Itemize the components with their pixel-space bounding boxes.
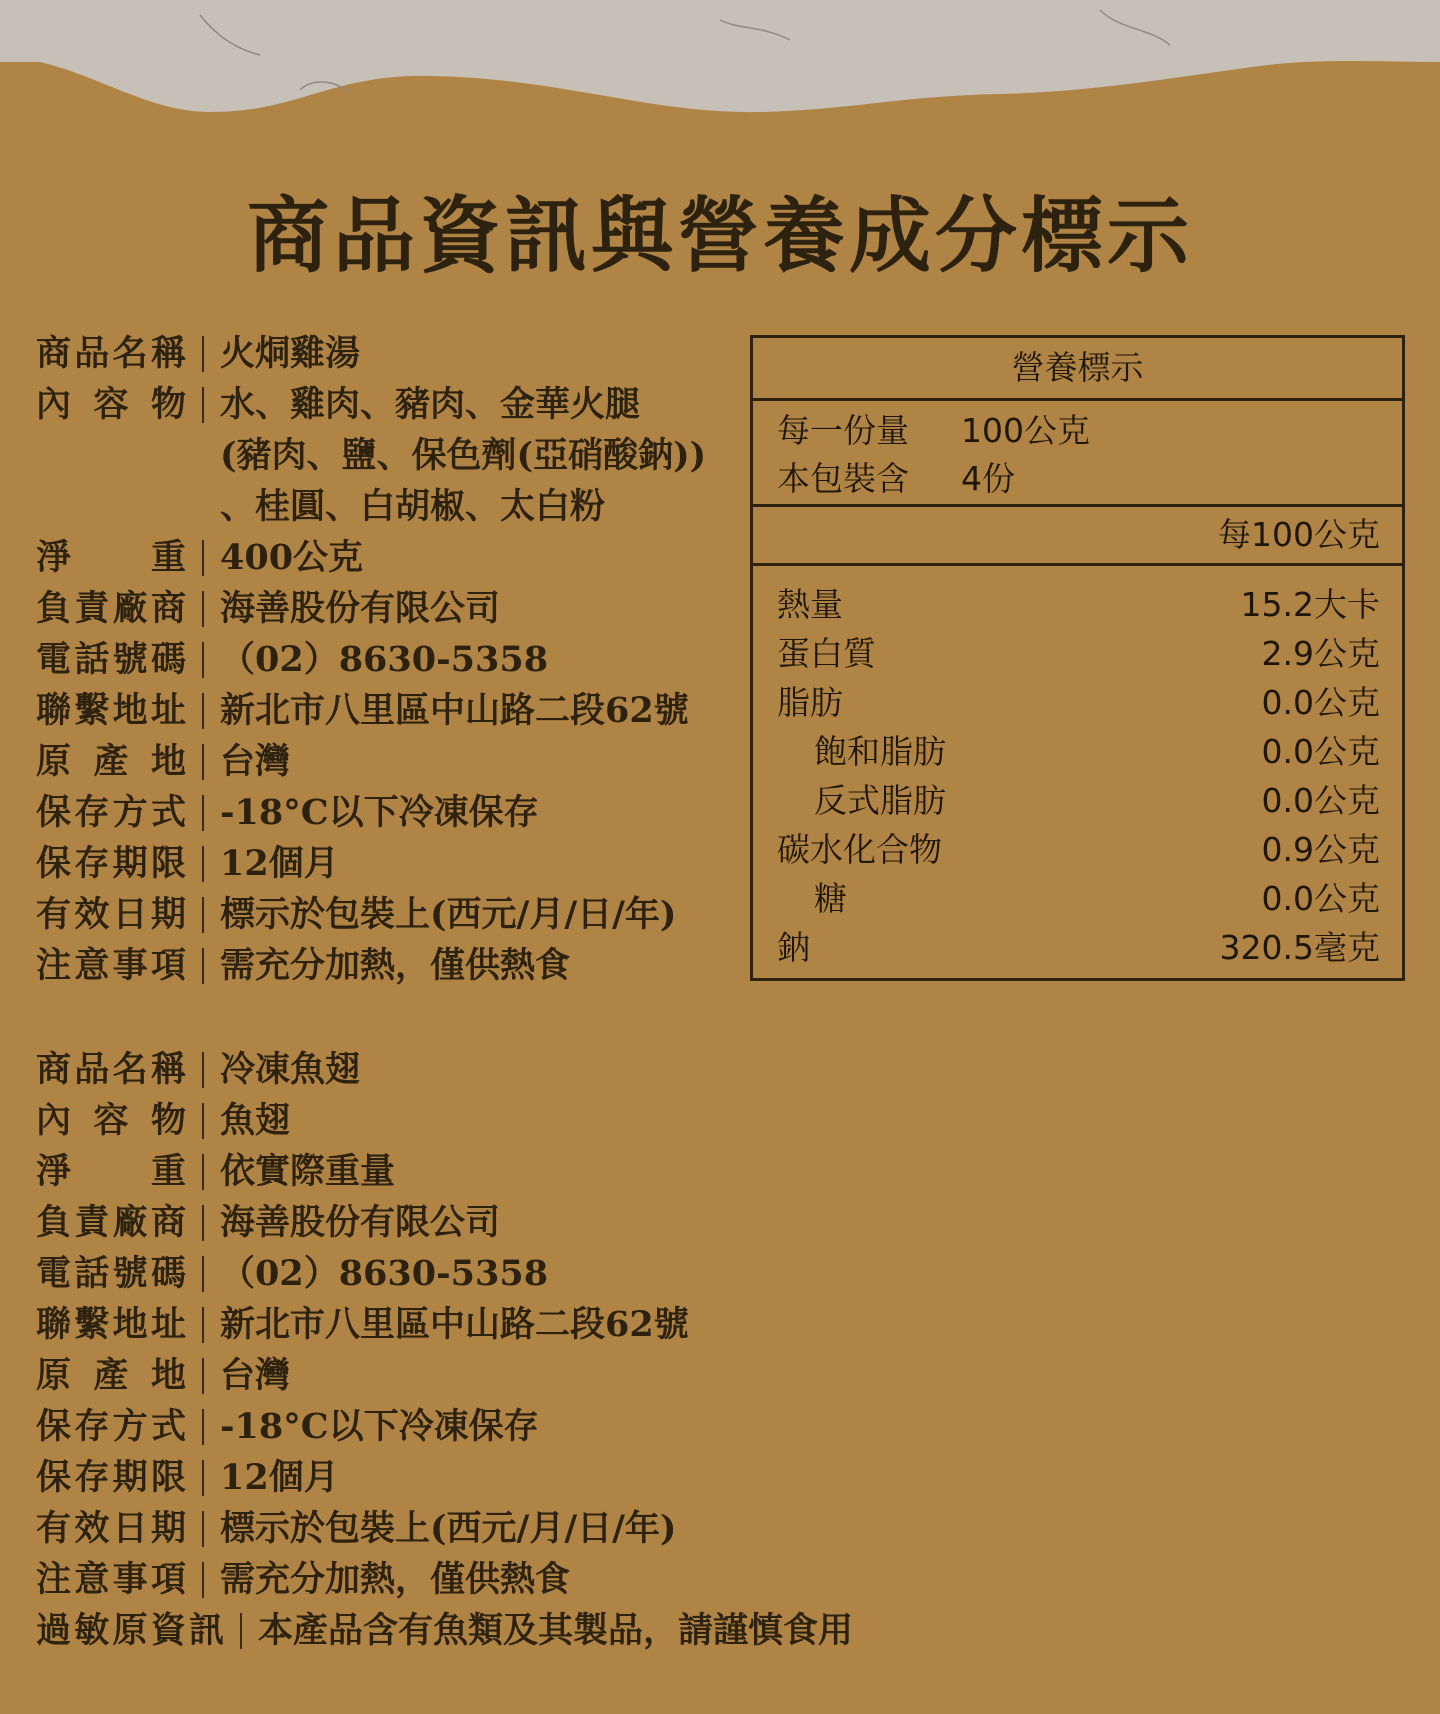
- info-value: 海善股份有限公司: [220, 588, 501, 629]
- info-label: 電 話 號 碼: [36, 1253, 186, 1294]
- info-row: [36, 940, 756, 991]
- nutrient-row: [777, 727, 1380, 776]
- info-value: 12個月: [220, 843, 339, 884]
- info-value: 標示於包裝上(西元/月/日/年): [220, 1508, 677, 1549]
- label-separator: [202, 1511, 204, 1547]
- label-separator: [202, 1103, 204, 1139]
- nutrient-row: [777, 629, 1380, 678]
- info-label: 內 容 物: [36, 384, 186, 425]
- info-label: 注 意 事 項: [36, 1559, 186, 1600]
- info-value: 400公克: [220, 537, 364, 578]
- info-value: 冷凍魚翅: [220, 1049, 361, 1090]
- nutrient-name: 脂肪: [777, 683, 843, 722]
- info-value: 海善股份有限公司: [220, 1202, 501, 1243]
- info-label: 負 責 廠 商: [36, 588, 186, 629]
- serving-size-value: 100公克: [961, 411, 1090, 450]
- nutrient-value: 2.9公克: [1261, 634, 1380, 673]
- info-value: 台灣: [220, 741, 291, 782]
- nutrient-row: [777, 923, 1380, 972]
- label-separator: [202, 1052, 204, 1088]
- info-row: [36, 1554, 756, 1605]
- info-label: 原 產 地: [36, 1355, 186, 1396]
- label-separator: [202, 744, 204, 780]
- label-separator: [202, 1562, 204, 1598]
- info-row: [36, 787, 756, 838]
- info-row: [36, 328, 756, 379]
- servings-value: 4份: [961, 459, 1015, 498]
- info-label: 有 效 日 期: [36, 1508, 186, 1549]
- nutrient-name: 蛋白質: [777, 634, 876, 673]
- info-label: 負 責 廠 商: [36, 1202, 186, 1243]
- info-value: 需充分加熱，僅供熱食: [220, 1559, 571, 1600]
- stone-texture-header: [0, 0, 1440, 140]
- nutrition-header: 營養標示: [753, 338, 1402, 401]
- info-label: 聯 繫 地 址: [36, 690, 186, 731]
- info-label: 保 存 期 限: [36, 843, 186, 884]
- nutrient-value: 0.0公克: [1261, 732, 1380, 771]
- nutrient-value: 0.0公克: [1261, 781, 1380, 820]
- nutrient-name: 熱量: [777, 585, 843, 624]
- info-row: [36, 685, 756, 736]
- label-separator: [202, 336, 204, 372]
- nutrient-row: [777, 874, 1380, 923]
- nutrient-name: 糖: [814, 879, 847, 918]
- info-row: [36, 583, 756, 634]
- page-title: 商品資訊與營養成分標示: [246, 188, 1193, 284]
- label-separator: [202, 1205, 204, 1241]
- label-separator: [202, 897, 204, 933]
- servings-label: 本包裝含: [777, 459, 909, 498]
- info-row: [36, 1401, 756, 1452]
- info-label: 淨 重: [36, 537, 186, 578]
- nutrient-name: 飽和脂肪: [814, 732, 946, 771]
- info-value: 標示於包裝上(西元/月/日/年): [220, 894, 677, 935]
- info-value: (豬肉、鹽、保色劑(亞硝酸鈉)): [220, 435, 707, 476]
- nutrient-row: [777, 776, 1380, 825]
- info-row: [36, 430, 756, 481]
- info-value: （02）8630-5358: [220, 1253, 549, 1294]
- info-value: -18°C以下冷凍保存: [220, 792, 539, 833]
- info-label: 過 敏 原 資 訊: [36, 1610, 224, 1651]
- nutrient-name: 碳水化合物: [777, 830, 942, 869]
- info-value: 新北市八里區中山路二段62號: [220, 690, 689, 731]
- label-separator: [240, 1613, 242, 1649]
- product-info-block-1: [36, 328, 756, 991]
- info-label: 電 話 號 碼: [36, 639, 186, 680]
- nutrient-rows: [753, 566, 1402, 972]
- info-value: 12個月: [220, 1457, 339, 1498]
- info-value: 依實際重量: [220, 1151, 396, 1192]
- info-value: 新北市八里區中山路二段62號: [220, 1304, 689, 1345]
- info-value: 台灣: [220, 1355, 291, 1396]
- info-label: 淨 重: [36, 1151, 186, 1192]
- info-row: [36, 481, 756, 532]
- info-label: 保 存 期 限: [36, 1457, 186, 1498]
- label-separator: [202, 1358, 204, 1394]
- info-row: [36, 736, 756, 787]
- info-row: [36, 1350, 756, 1401]
- info-row: [36, 1146, 756, 1197]
- info-label: 內 容 物: [36, 1100, 186, 1141]
- info-value: 本產品含有魚類及其製品，請謹慎食用: [258, 1610, 854, 1651]
- per-100g-label: 每100公克: [753, 507, 1402, 566]
- label-separator: [202, 1307, 204, 1343]
- serving-info: [753, 401, 1402, 507]
- info-row: [36, 889, 756, 940]
- label-separator: [202, 948, 204, 984]
- label-separator: [202, 540, 204, 576]
- serving-size-row: [777, 407, 1402, 455]
- info-row: [36, 1503, 756, 1554]
- info-label: 保 存 方 式: [36, 792, 186, 833]
- nutrient-value: 0.0公克: [1261, 683, 1380, 722]
- servings-row: [777, 455, 1402, 503]
- label-separator: [202, 1154, 204, 1190]
- info-label: 聯 繫 地 址: [36, 1304, 186, 1345]
- info-label: 原 產 地: [36, 741, 186, 782]
- info-row: [36, 379, 756, 430]
- product-info-block-2: [36, 1044, 854, 1656]
- info-label: 商 品 名 稱: [36, 1049, 186, 1090]
- nutrient-value: 0.0公克: [1261, 879, 1380, 918]
- serving-size-label: 每一份量: [777, 411, 909, 450]
- info-row: [36, 1452, 756, 1503]
- info-row: [36, 1248, 756, 1299]
- info-row: [36, 1605, 854, 1656]
- label-separator: [202, 591, 204, 627]
- info-value: 魚翅: [220, 1100, 291, 1141]
- label-separator: [202, 1256, 204, 1292]
- nutrient-row: [777, 825, 1380, 874]
- nutrient-row: [777, 580, 1380, 629]
- info-value: 、桂圓、白胡椒、太白粉: [220, 486, 606, 527]
- label-separator: [202, 795, 204, 831]
- label-separator: [202, 642, 204, 678]
- info-row: [36, 1197, 756, 1248]
- info-value: 火烔雞湯: [220, 333, 361, 374]
- info-value: （02）8630-5358: [220, 639, 549, 680]
- nutrient-value: 320.5毫克: [1219, 928, 1380, 967]
- label-separator: [202, 693, 204, 729]
- nutrient-name: 反式脂肪: [814, 781, 946, 820]
- info-label: 保 存 方 式: [36, 1406, 186, 1447]
- info-value: -18°C以下冷凍保存: [220, 1406, 539, 1447]
- info-label: 注 意 事 項: [36, 945, 186, 986]
- info-label: 商 品 名 稱: [36, 333, 186, 374]
- nutrient-row: [777, 678, 1380, 727]
- info-row: [36, 1299, 756, 1350]
- nutrient-value: 0.9公克: [1261, 830, 1380, 869]
- nutrient-name: 鈉: [777, 928, 810, 967]
- info-row: [36, 838, 756, 889]
- info-value: 需充分加熱，僅供熱食: [220, 945, 571, 986]
- info-row: [36, 532, 756, 583]
- label-separator: [202, 1460, 204, 1496]
- nutrient-value: 15.2大卡: [1240, 585, 1380, 624]
- label-separator: [202, 846, 204, 882]
- nutrition-facts-table: [750, 335, 1405, 981]
- info-row: [36, 1095, 756, 1146]
- label-separator: [202, 387, 204, 423]
- info-value: 水、雞肉、豬肉、金華火腿: [220, 384, 641, 425]
- info-label: 有 效 日 期: [36, 894, 186, 935]
- info-row: [36, 1044, 756, 1095]
- label-separator: [202, 1409, 204, 1445]
- info-row: [36, 634, 756, 685]
